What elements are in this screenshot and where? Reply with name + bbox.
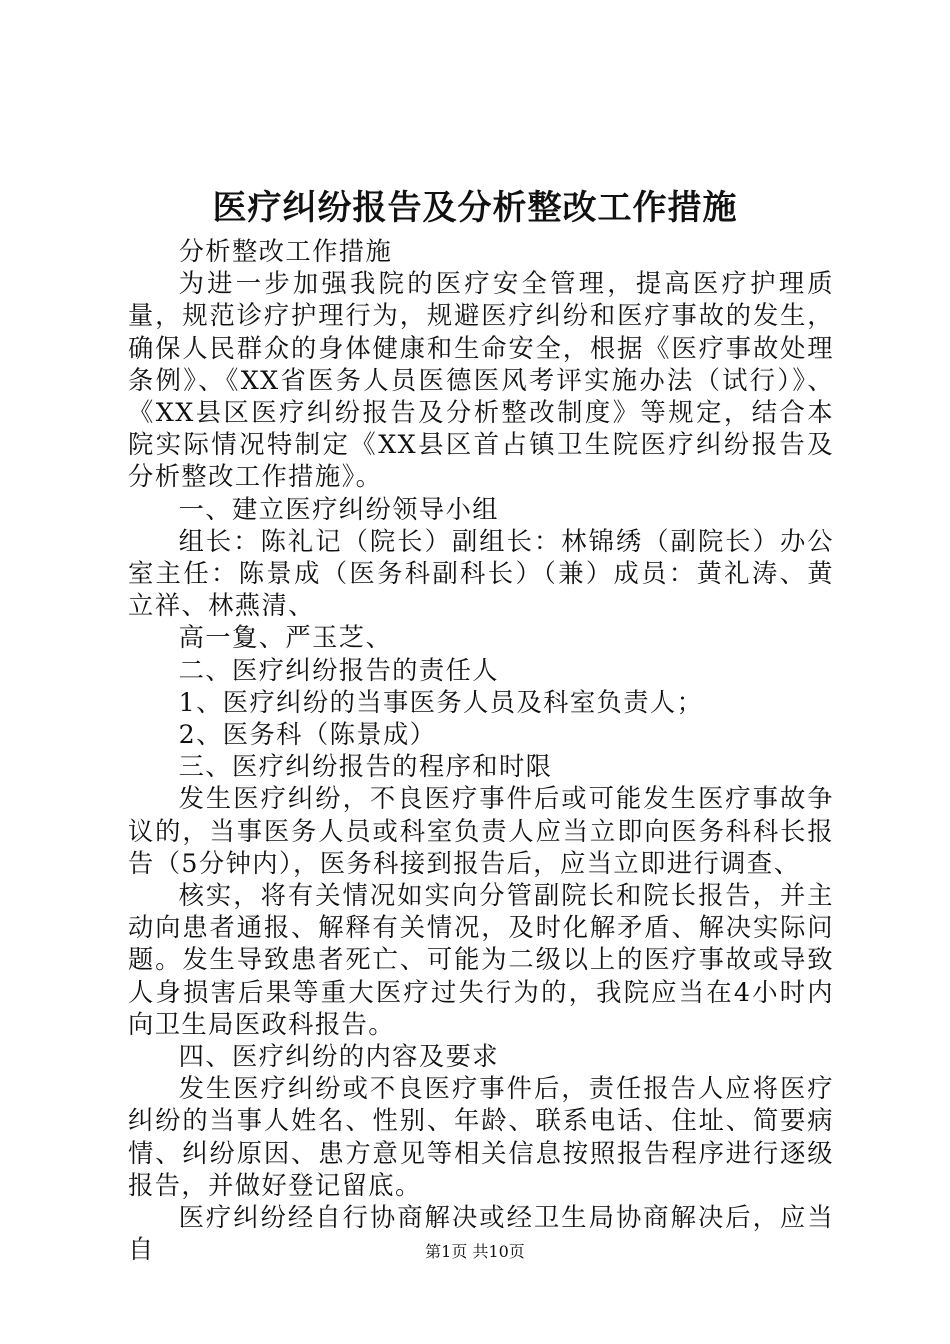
paragraph-members: 组长：陈礼记（院长）副组长：林锦绣（副院长）办公室主任：陈景成（医务科副科长）（兼）成员：黄礼涛、黄立祥、林燕清、: [128, 526, 834, 621]
section-heading-2: 二、医疗纠纷报告的责任人: [178, 655, 499, 685]
paragraph-resolution: 医疗纠纷经自行协商解决或经卫生局协商解决后，应当自: [128, 1203, 834, 1265]
document-body: [128, 236, 834, 1267]
paragraph-intro: 为进一步加强我院的医疗安全管理，提高医疗护理质量，规范诊疗护理行为，规避医疗纠纷和医疗事故的发生，确保人民群众的身体健康和生命安全，根据《医疗事故处理条例》、《XX省医务人员医德医风考评实施办法（试行）》、《XX县区医疗纠纷报告及分析整改制度》等规定，结合本院实际情况特制定《XX县区首占镇卫生院医疗纠纷报告及分析整改工作措施》。: [128, 269, 834, 492]
list-item-1: 1、医疗纠纷的当事医务人员及科室负责人；: [178, 687, 704, 717]
section-heading-4: 四、医疗纠纷的内容及要求: [178, 1042, 499, 1072]
document-title: 医疗纠纷报告及分析整改工作措施: [212, 188, 738, 228]
page-footer: 第1页 共10页: [425, 1242, 525, 1261]
paragraph-procedure: 发生医疗纠纷，不良医疗事件后或可能发生医疗事故争议的，当事医务人员或科室负责人应当立即向医务科科长报告（5分钟内），医务科接到报告后，应当立即进行调查、: [128, 784, 834, 878]
section-heading-1: 一、建立医疗纠纷领导小组: [178, 494, 499, 524]
paragraph-requirements: 发生医疗纠纷或不良医疗事件后，责任报告人应将医疗纠纷的当事人姓名、性别、年龄、联系电话、住址、简要病情、纠纷原因、患方意见等相关信息按照报告程序进行逐级报告，并做好登记留底。: [128, 1074, 834, 1200]
paragraph-members-cont: 高一夐、严玉芝、: [178, 623, 393, 653]
list-item-2: 2、医务科（陈景成）: [178, 720, 437, 750]
section-heading-3: 三、医疗纠纷报告的程序和时限: [178, 752, 553, 782]
paragraph-subtitle: 分析整改工作措施: [178, 237, 393, 266]
paragraph-procedure-cont: 核实，将有关情况如实向分管副院长和院长报告，并主动向患者通报、解释有关情况，及时化解矛盾、解决实际问题。发生导致患者死亡、可能为二级以上的医疗事故或导致人身损害后果等重大医疗过失行为的，我院应当在4小时内向卫生局医政科报告。: [128, 881, 834, 1039]
